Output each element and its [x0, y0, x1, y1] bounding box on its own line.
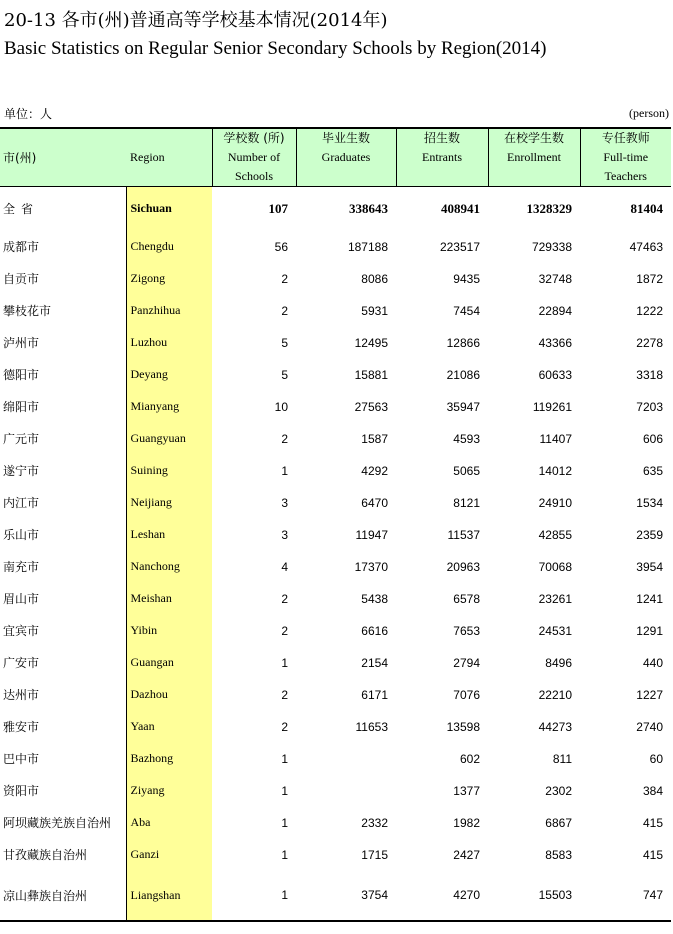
entrants-value: 2427 [453, 847, 480, 862]
teachers-value: 415 [642, 847, 663, 862]
region-name-chinese: 广安市 [3, 656, 40, 670]
region-name-chinese: 攀枝花市 [3, 304, 52, 318]
schools-value: 1 [281, 655, 288, 670]
enrollment-value: 729338 [531, 239, 572, 254]
schools-value: 107 [268, 200, 288, 216]
region-name-english: Nanchong [126, 551, 212, 583]
teachers-value: 606 [642, 431, 663, 446]
entrants-value: 1982 [453, 815, 480, 830]
entrants-value: 6578 [453, 591, 480, 606]
table-row [0, 327, 671, 359]
header-teachers: 专任教师 Full-time Teachers [580, 128, 671, 187]
teachers-value: 440 [642, 655, 663, 670]
enrollment-value: 6867 [545, 815, 572, 830]
schools-value: 2 [281, 591, 288, 606]
enrollment-value: 8583 [545, 847, 572, 862]
teachers-value: 1872 [636, 271, 663, 286]
region-name-english: Leshan [126, 519, 212, 551]
teachers-value: 2359 [636, 527, 663, 542]
enrollment-value: 24531 [538, 623, 572, 638]
schools-value: 2 [281, 687, 288, 702]
region-name-chinese: 雅安市 [3, 720, 40, 734]
region-name-chinese: 遂宁市 [3, 464, 40, 478]
region-name-chinese: 达州市 [3, 688, 40, 702]
unit-label-english: (person) [629, 106, 669, 120]
schools-value: 3 [281, 495, 288, 510]
schools-value: 2 [281, 623, 288, 638]
region-name-english: Mianyang [126, 391, 212, 423]
region-name-chinese: 广元市 [3, 432, 40, 446]
table-row [0, 679, 671, 711]
region-name-english: Liangshan [126, 871, 212, 921]
teachers-value: 2740 [636, 719, 663, 734]
region-name-chinese: 泸州市 [3, 336, 40, 350]
schools-value: 10 [274, 399, 288, 414]
table-row [0, 487, 671, 519]
table-row [0, 839, 671, 871]
teachers-value: 635 [642, 463, 663, 478]
region-name-english: Yaan [126, 711, 212, 743]
header-entrants: 招生数 Entrants [396, 128, 488, 187]
schools-value: 1 [281, 751, 288, 766]
enrollment-value: 8496 [545, 655, 572, 670]
header-enrollment: 在校学生数 Enrollment [488, 128, 580, 187]
table-row [0, 295, 671, 327]
entrants-value: 1377 [453, 783, 480, 798]
graduates-value: 338643 [349, 200, 388, 216]
graduates-value: 8086 [361, 271, 388, 286]
region-name-english: Yibin [126, 615, 212, 647]
table-row [0, 743, 671, 775]
table-title-chinese: 20-13 各市(州)普通高等学校基本情况(2014年) [4, 10, 388, 31]
schools-value: 2 [281, 719, 288, 734]
region-name-chinese: 宜宾市 [3, 624, 40, 638]
entrants-value: 2794 [453, 655, 480, 670]
table-title-english: Basic Statistics on Regular Senior Secondary Schools by Region(2014) [4, 38, 547, 59]
table-row [0, 551, 671, 583]
region-name-english: Panzhihua [126, 295, 212, 327]
graduates-value: 27563 [354, 399, 388, 414]
statistics-table [0, 127, 671, 922]
entrants-value: 20963 [446, 559, 480, 574]
header-schools: 学校数 (所) Number of Schools [212, 128, 296, 187]
table-row [0, 871, 671, 921]
entrants-value: 223517 [439, 239, 480, 254]
graduates-value: 5438 [361, 591, 388, 606]
entrants-value: 4270 [396, 871, 488, 921]
enrollment-value: 23261 [538, 591, 572, 606]
graduates-value: 187188 [347, 239, 388, 254]
table-row [0, 711, 671, 743]
teachers-value: 7203 [636, 399, 663, 414]
schools-value: 1 [281, 783, 288, 798]
region-name-chinese: 德阳市 [3, 368, 40, 382]
graduates-value: 5931 [361, 303, 388, 318]
region-name-english: Zigong [126, 263, 212, 295]
graduates-value: 17370 [354, 559, 388, 574]
enrollment-value: 60633 [538, 367, 572, 382]
entrants-value: 35947 [446, 399, 480, 414]
enrollment-value: 2302 [545, 783, 572, 798]
region-name-english: Luzhou [126, 327, 212, 359]
graduates-value: 12495 [354, 335, 388, 350]
table-row [0, 807, 671, 839]
entrants-value: 7076 [453, 687, 480, 702]
schools-value: 2 [281, 271, 288, 286]
entrants-value: 11537 [447, 527, 480, 542]
entrants-value: 4593 [453, 431, 480, 446]
teachers-value: 415 [642, 815, 663, 830]
table-row [0, 263, 671, 295]
teachers-value: 1241 [636, 591, 663, 606]
region-name-english: Guangan [126, 647, 212, 679]
teachers-value: 1534 [636, 495, 663, 510]
graduates-value: 4292 [361, 463, 388, 478]
enrollment-value: 22210 [538, 687, 572, 702]
table-row [0, 391, 671, 423]
table-row [0, 615, 671, 647]
entrants-value: 602 [459, 751, 480, 766]
entrants-value: 21086 [446, 367, 480, 382]
region-name-chinese: 自贡市 [3, 272, 40, 286]
enrollment-value: 119261 [532, 399, 572, 414]
teachers-value: 1227 [636, 687, 663, 702]
enrollment-value: 14012 [538, 463, 572, 478]
teachers-value: 384 [642, 783, 663, 798]
region-name-english: Deyang [126, 359, 212, 391]
graduates-value [296, 743, 396, 775]
table-row [0, 775, 671, 807]
entrants-value: 12866 [446, 335, 480, 350]
enrollment-value: 32748 [538, 271, 572, 286]
graduates-value: 6470 [361, 495, 388, 510]
teachers-value: 3318 [636, 367, 663, 382]
region-name-english: Neijiang [126, 487, 212, 519]
schools-value: 1 [281, 815, 288, 830]
enrollment-value: 24910 [538, 495, 572, 510]
teachers-value: 3954 [636, 559, 663, 574]
schools-value: 56 [274, 239, 288, 254]
schools-value: 5 [281, 335, 288, 350]
teachers-value: 2278 [636, 335, 663, 350]
region-name-english: Ziyang [126, 775, 212, 807]
graduates-value: 6616 [361, 623, 388, 638]
region-name-english: Ganzi [126, 839, 212, 871]
table-row [0, 231, 671, 263]
enrollment-value: 15503 [488, 871, 580, 921]
region-name-chinese: 内江市 [3, 496, 40, 510]
region-name-english: Aba [126, 807, 212, 839]
graduates-value: 1715 [361, 847, 388, 862]
schools-value: 2 [281, 303, 288, 318]
region-name-chinese: 资阳市 [3, 784, 40, 798]
entrants-value: 7454 [453, 303, 480, 318]
graduates-value: 11653 [355, 719, 388, 734]
enrollment-value: 70068 [538, 559, 572, 574]
schools-value: 1 [281, 463, 288, 478]
enrollment-value: 1328329 [526, 200, 572, 216]
entrants-value: 5065 [453, 463, 480, 478]
header-graduates: 毕业生数 Graduates [296, 128, 396, 187]
table-row [0, 359, 671, 391]
graduates-value: 6171 [361, 687, 388, 702]
enrollment-value: 42855 [538, 527, 572, 542]
table-row [0, 455, 671, 487]
entrants-value: 408941 [441, 200, 480, 216]
region-name-chinese: 乐山市 [3, 528, 40, 542]
entrants-value: 13598 [446, 719, 480, 734]
region-name-english: Dazhou [126, 679, 212, 711]
enrollment-value: 22894 [538, 303, 572, 318]
teachers-value: 47463 [629, 239, 663, 254]
teachers-value: 1222 [636, 303, 663, 318]
region-name-english: Suining [126, 455, 212, 487]
region-name-english: Meishan [126, 583, 212, 615]
teachers-value: 1291 [636, 623, 663, 638]
unit-label-chinese: 单位：人 [4, 107, 53, 121]
graduates-value: 3754 [296, 871, 396, 921]
schools-value: 1 [212, 871, 296, 921]
enrollment-value: 44273 [538, 719, 572, 734]
table-row [0, 519, 671, 551]
region-name-chinese: 阿坝藏族羌族自治州 [3, 816, 112, 830]
region-name-english: Bazhong [126, 743, 212, 775]
table-header-row [0, 128, 671, 187]
table-row [0, 583, 671, 615]
graduates-value [296, 775, 396, 807]
region-name-chinese: 南充市 [3, 560, 40, 574]
schools-value: 5 [281, 367, 288, 382]
teachers-value: 81404 [630, 200, 663, 216]
region-name-chinese: 巴中市 [3, 752, 40, 766]
entrants-value: 8121 [453, 495, 480, 510]
header-region-english: Region [126, 128, 212, 187]
graduates-value: 2332 [361, 815, 388, 830]
schools-value: 2 [281, 431, 288, 446]
graduates-value: 1587 [361, 431, 388, 446]
total-row [0, 187, 671, 231]
region-name-chinese: 甘孜藏族自治州 [3, 848, 88, 862]
graduates-value: 11947 [355, 527, 388, 542]
region-name-chinese: 绵阳市 [3, 400, 40, 414]
region-name-english: Sichuan [126, 187, 212, 231]
teachers-value: 60 [649, 751, 663, 766]
schools-value: 4 [281, 559, 288, 574]
region-name-chinese: 全省 [3, 202, 40, 217]
region-name-english: Chengdu [126, 231, 212, 263]
enrollment-value: 11407 [539, 431, 572, 446]
enrollment-value: 811 [552, 751, 572, 766]
schools-value: 1 [281, 847, 288, 862]
table-row [0, 423, 671, 455]
region-name-chinese: 眉山市 [3, 592, 40, 606]
table-row [0, 647, 671, 679]
teachers-value: 747 [580, 871, 671, 921]
entrants-value: 9435 [453, 271, 480, 286]
graduates-value: 15881 [354, 367, 388, 382]
region-name-chinese: 成都市 [3, 240, 40, 254]
enrollment-value: 43366 [538, 335, 572, 350]
region-name-chinese: 凉山彝族自治州 [0, 871, 126, 921]
entrants-value: 7653 [453, 623, 480, 638]
graduates-value: 2154 [361, 655, 388, 670]
region-name-english: Guangyuan [126, 423, 212, 455]
header-region-chinese: 市(州) [0, 128, 126, 187]
schools-value: 3 [281, 527, 288, 542]
